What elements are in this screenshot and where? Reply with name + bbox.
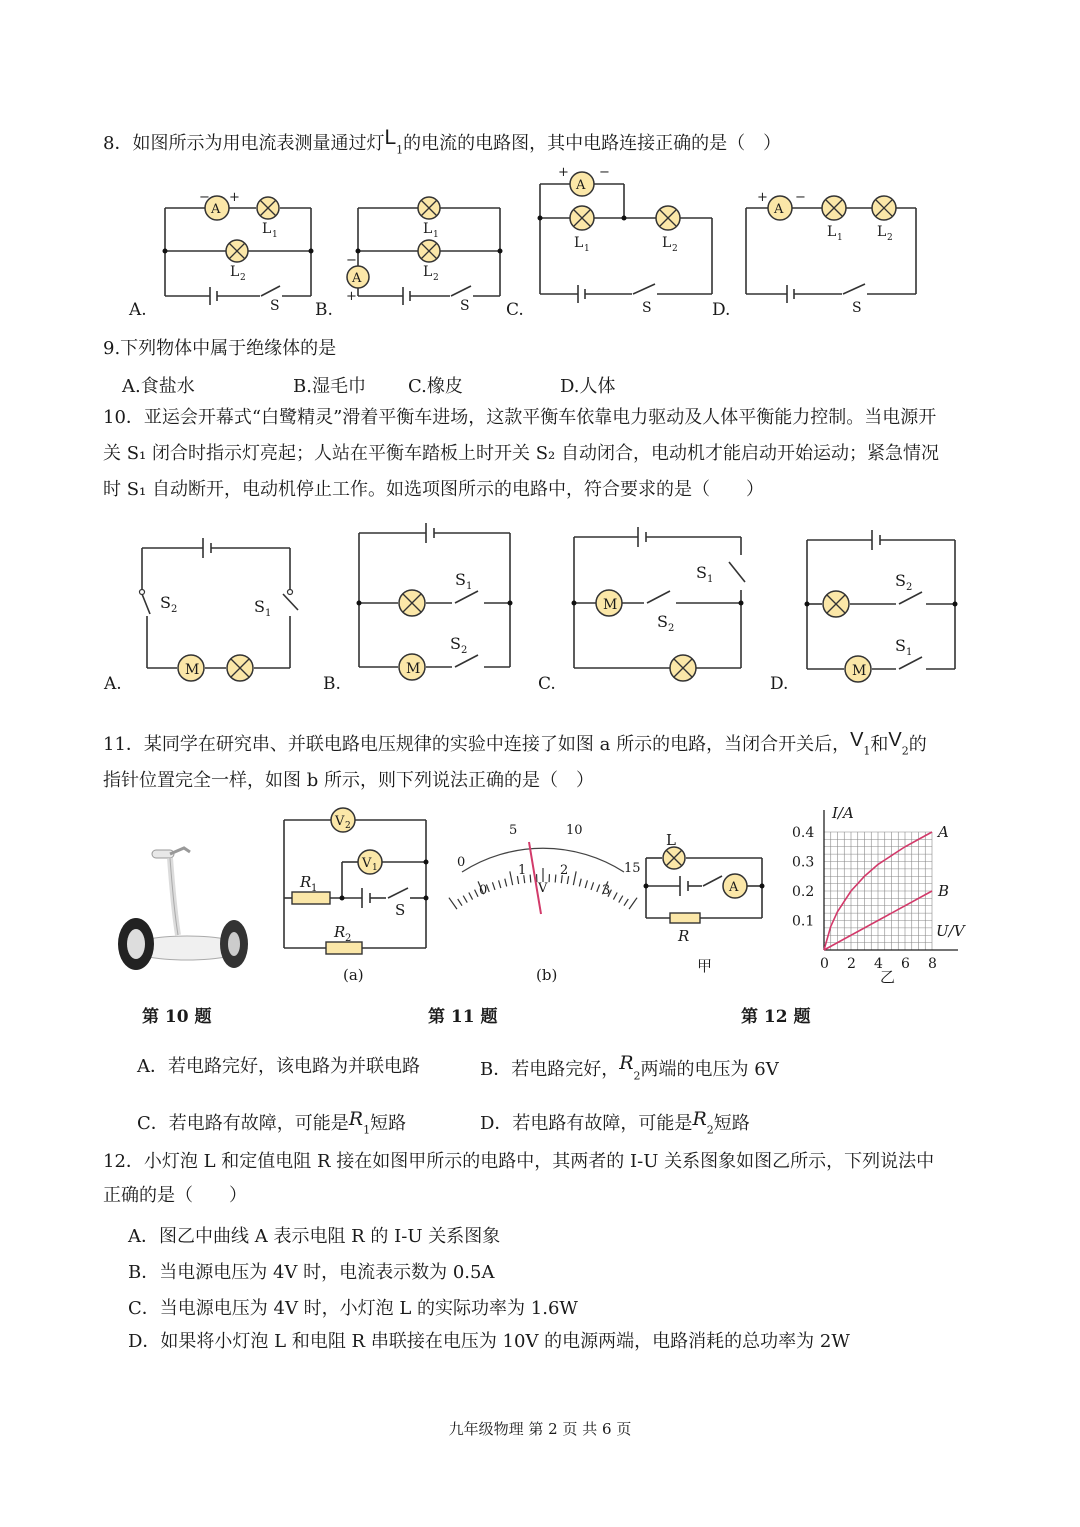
ammeter-label: A <box>352 271 362 286</box>
s1-sub: 1 <box>265 608 272 619</box>
s2-sub: 2 <box>906 582 913 593</box>
scale-bottom-2: 2 <box>560 863 569 878</box>
lamp-label: L <box>666 831 676 849</box>
ammeter-label: A <box>729 880 739 895</box>
q10-stem-line3: 时 S₁ 自动断开，电动机停止工作。如选项图所示的电路中，符合要求的是（ ） <box>103 479 764 500</box>
l1-sub: 1 <box>433 230 439 240</box>
q11-option-d[interactable]: D．若电路有故障，可能是$R_2$短路 <box>480 1108 750 1137</box>
s2-label: S <box>450 634 461 653</box>
x-tick-label: 0 <box>820 956 829 972</box>
dial-tick <box>492 882 495 890</box>
q11-figure-b-dial <box>448 820 648 960</box>
page-footer: 九年级物理 第 2 页 共 6 页 <box>448 1420 632 1438</box>
s2-label: S <box>160 593 171 612</box>
scale-bottom-0: 0 <box>479 883 488 898</box>
q12-option-b[interactable]: B．当电源电压为 4V 时，电流表示数为 0.5A <box>128 1262 495 1283</box>
q9-stem: 9.下列物体中属于绝缘体的是 <box>103 338 337 359</box>
fig-jia-caption: 甲 <box>697 957 713 975</box>
q11-option-c[interactable]: C．若电路有故障，可能是$R_1$短路 <box>137 1108 407 1137</box>
dial-tick <box>591 882 594 890</box>
q8-option-c[interactable]: C. <box>506 300 524 320</box>
dial-tick <box>624 899 628 906</box>
chart-xlabel: U/V <box>936 922 965 940</box>
dial-tick <box>458 899 462 906</box>
caption-q11: 第 11 题 <box>428 1007 498 1027</box>
v1-sub: 1 <box>372 863 378 873</box>
resistor-r2-icon <box>326 942 362 954</box>
r2-sub: 2 <box>345 933 352 944</box>
l2-sub: 2 <box>672 244 678 254</box>
q11-option-a[interactable]: A．若电路完好，该电路为并联电路 <box>137 1056 420 1077</box>
chart-series <box>824 823 949 950</box>
dial-tick <box>585 880 587 888</box>
q12-figure-jia <box>640 828 780 958</box>
switch-label: S <box>460 298 470 314</box>
s1-label: S <box>696 563 707 582</box>
s2-sub: 2 <box>668 623 675 634</box>
lamp-icon <box>670 655 696 681</box>
q11-stem-line1: 11．某同学在研究串、并联电路电压规律的实验中连接了如图 a 所示的电路，当闭合开关后，$V_1$和$V_2$的 <box>103 729 927 758</box>
plus-sign: + <box>558 165 569 180</box>
q11-figure-a <box>276 810 476 970</box>
q12-chart <box>790 800 990 990</box>
v2-sub: 2 <box>345 821 351 831</box>
dial-tick <box>530 875 531 883</box>
s2-sub: 2 <box>461 645 468 656</box>
dial-unit: V <box>538 881 548 896</box>
ammeter-label: A <box>774 202 784 217</box>
dial-tick <box>619 896 623 903</box>
dial-tick <box>555 875 556 883</box>
chart-title: 乙 <box>880 968 896 986</box>
dial-tick <box>510 871 513 885</box>
minus-sign: − <box>346 253 357 268</box>
dial-tick <box>449 898 457 909</box>
ammeter-label: A <box>211 202 221 217</box>
l1-label: L <box>262 221 272 237</box>
q12-option-a[interactable]: A．图乙中曲线 A 表示电阻 R 的 I-U 关系图象 <box>128 1226 501 1247</box>
q8-option-a[interactable]: A. <box>129 300 147 320</box>
dial-tick <box>629 898 637 909</box>
q8-option-b[interactable]: B. <box>315 300 333 320</box>
l2-label: L <box>877 224 887 240</box>
minus-sign: − <box>599 165 610 180</box>
l2-sub: 2 <box>240 273 246 283</box>
s1-sub: 1 <box>707 574 714 585</box>
x-tick-label: 2 <box>847 956 856 972</box>
y-tick-label: 0.3 <box>792 854 815 871</box>
s1-label: S <box>455 570 466 589</box>
x-tick-label: 4 <box>874 956 883 972</box>
l1-sub: 1 <box>272 230 278 240</box>
q10-figure <box>0 0 1080 720</box>
q10-option-a[interactable]: A. <box>104 674 122 694</box>
motor-label: M <box>603 597 618 613</box>
fig-a-caption: (a) <box>343 966 364 984</box>
l1-label: L <box>423 221 433 237</box>
scale-top-0: 0 <box>457 855 466 870</box>
dial-tick <box>613 892 617 899</box>
r1-label: R <box>300 873 312 891</box>
res-label: R <box>678 927 690 945</box>
s2-label: S <box>895 571 906 590</box>
switch-label: S <box>852 300 862 316</box>
lamp-icon <box>227 655 253 681</box>
q9-option-d[interactable]: D.人体 <box>560 376 616 397</box>
dial-tick <box>475 890 478 897</box>
scale-top-5: 5 <box>509 823 518 838</box>
fig-b-caption: (b) <box>536 966 558 984</box>
scale-bottom-1: 1 <box>518 863 527 878</box>
s1-sub: 1 <box>466 581 473 592</box>
motor-label: M <box>852 663 867 679</box>
ammeter-label: A <box>576 178 586 193</box>
q12-stem-line2: 正确的是（ ） <box>103 1185 247 1206</box>
motor-label: M <box>185 662 200 678</box>
balance-scooter-illustration <box>112 840 252 980</box>
q12-stem-line1: 12．小灯泡 L 和定值电阻 R 接在如图甲所示的电路中，其两者的 I-U 关系图象如图乙所示，下列说法中 <box>103 1151 935 1172</box>
dial-tick <box>463 896 467 903</box>
plus-sign: + <box>346 289 357 304</box>
lamp-icon <box>663 847 685 869</box>
q10-stem-line1: 10．亚运会开幕式“白鹭精灵”滑着平衡车进场，这款平衡车依靠电力驱动及人体平衡能力控制。当电源开 <box>103 407 937 428</box>
s1-sub: 1 <box>906 647 913 658</box>
dial-tick <box>573 871 576 885</box>
plus-sign: + <box>229 190 240 205</box>
q10-option-d[interactable]: D. <box>770 674 789 694</box>
s1-label: S <box>254 597 265 616</box>
q10-option-b[interactable]: B. <box>323 674 341 694</box>
dial-tick <box>499 880 501 888</box>
scale-bottom-3: 3 <box>602 883 611 898</box>
scale-top-10: 10 <box>566 823 583 838</box>
caption-q12: 第 12 题 <box>741 1007 811 1027</box>
q8-option-d[interactable]: D. <box>712 300 731 320</box>
l2-label: L <box>423 264 433 280</box>
series-B-label: B <box>938 882 950 900</box>
s2-label: S <box>657 612 668 631</box>
v2-label: V <box>335 814 345 829</box>
l2-sub: 2 <box>887 233 893 243</box>
switch-label: S <box>270 298 280 314</box>
x-tick-label: 6 <box>901 956 910 972</box>
q11-stem-line2: 指针位置完全一样，如图 b 所示，则下列说法正确的是（ ） <box>103 770 594 791</box>
l2-label: L <box>662 235 672 251</box>
r1-sub: 1 <box>311 883 318 894</box>
q9-option-b[interactable]: B.湿毛巾 <box>293 376 366 397</box>
v1-label: V <box>362 856 372 871</box>
q12-option-c[interactable]: C．当电源电压为 4V 时，小灯泡 L 的实际功率为 1.6W <box>128 1298 578 1319</box>
q9-option-a[interactable]: A.食盐水 <box>122 376 195 397</box>
q9-option-c[interactable]: C.橡皮 <box>408 376 463 397</box>
chart-ylabel: I/A <box>832 804 854 822</box>
minus-sign: − <box>199 190 210 205</box>
s2-sub: 2 <box>171 604 178 615</box>
x-tick-label: 8 <box>928 956 937 972</box>
q11-option-b[interactable]: B．若电路完好，$R_2$两端的电压为 6V <box>480 1052 779 1083</box>
minus-sign: − <box>795 190 806 205</box>
switch-label: S <box>395 901 406 919</box>
q8-stem: 8．如图所示为用电流表测量通过灯$L_1$的电流的电路图，其中电路连接正确的是（ ） <box>103 126 782 157</box>
y-tick-label: 0.4 <box>792 825 815 841</box>
series-A-label: A <box>938 823 949 841</box>
l1-label: L <box>827 224 837 240</box>
dial-tick <box>579 879 581 887</box>
l1-sub: 1 <box>584 244 590 254</box>
switch-label: S <box>642 300 652 316</box>
q10-option-c[interactable]: C. <box>538 674 556 694</box>
motor-label: M <box>406 661 421 677</box>
scale-top-15: 15 <box>624 861 641 876</box>
chart-grid <box>824 832 932 950</box>
l2-label: L <box>230 264 240 280</box>
q10-circuit-b <box>357 523 513 667</box>
dial-tick <box>597 884 600 891</box>
dial-tick <box>469 892 473 899</box>
dial-tick <box>505 879 507 887</box>
caption-q10: 第 10 题 <box>142 1007 212 1027</box>
q10-stem-line2: 关 S₁ 闭合时指示灯亮起；人站在平衡车踏板上时开关 S₂ 自动闭合，电动机才能启动开始运动；紧急情况 <box>103 443 939 464</box>
q12-option-d[interactable]: D．如果将小灯泡 L 和电阻 R 串联接在电压为 10V 的电源两端，电路消耗的总功率为 2W <box>128 1331 850 1352</box>
s1-label: S <box>895 636 906 655</box>
plus-sign: + <box>757 190 768 205</box>
y-tick-label: 0.1 <box>792 913 815 930</box>
r2-label: R <box>334 923 346 941</box>
l1-label: L <box>574 235 584 251</box>
lamp-icon <box>399 590 425 616</box>
lamp-icon <box>823 591 849 617</box>
l1-sub: 1 <box>837 233 843 243</box>
l2-sub: 2 <box>433 273 439 283</box>
resistor-icon <box>670 913 700 923</box>
y-tick-label: 0.2 <box>792 884 815 900</box>
